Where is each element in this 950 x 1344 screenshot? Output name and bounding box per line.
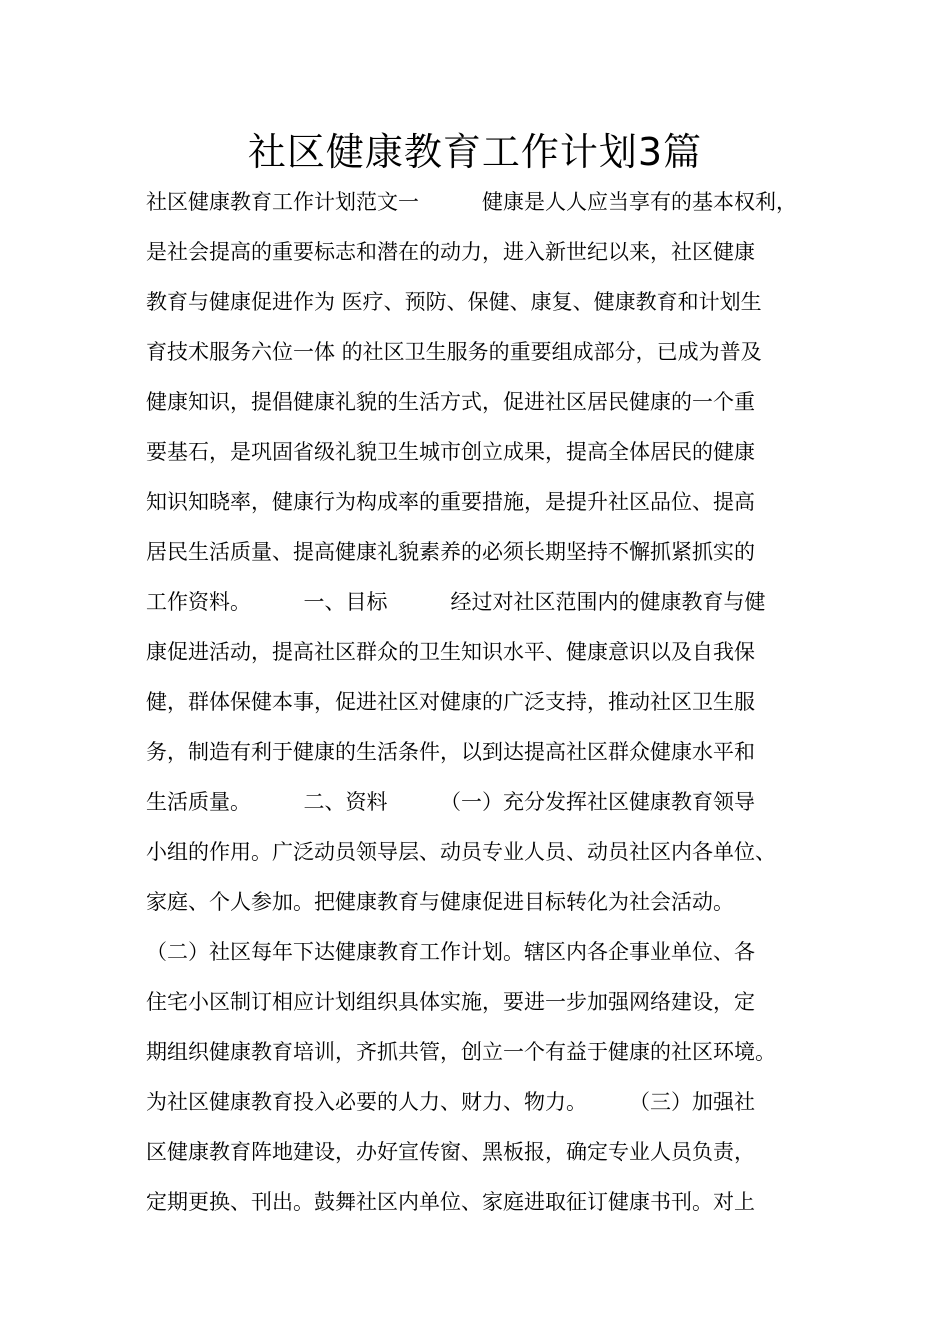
body-line: 是社会提高的重要标志和潜在的动力，进入新世纪以来，社区健康: [146, 240, 755, 264]
body-line: 家庭、个人参加。把健康教育与健康促进目标转化为社会活动。: [146, 890, 734, 914]
body-line: 居民生活质量、提高健康礼貌素养的必须长期坚持不懈抓紧抓实的: [146, 540, 755, 564]
body-line: 工作资料。 一、目标 经过对社区范围内的健康教育与健: [146, 590, 766, 614]
body-line: 小组的作用。广泛动员领导层、动员专业人员、动员社区内各单位、: [146, 840, 776, 864]
body-line: 住宅小区制订相应计划组织具体实施，要进一步加强网络建设，定: [146, 990, 755, 1014]
document-body: [146, 180, 836, 1230]
body-line: 康促进活动，提高社区群众的卫生知识水平、健康意识以及自我保: [146, 640, 755, 664]
body-line: 区健康教育阵地建设，办好宣传窗、黑板报，确定专业人员负责，: [146, 1140, 755, 1164]
body-line: 育技术服务六位一体 的社区卫生服务的重要组成部分，已成为普及: [146, 340, 762, 364]
body-line: 健，群体保健本事，促进社区对健康的广泛支持，推动社区卫生服: [146, 690, 755, 714]
body-line: 为社区健康教育投入必要的人力、财力、物力。 （三）加强社: [146, 1090, 755, 1114]
body-line: 健康知识，提倡健康礼貌的生活方式，促进社区居民健康的一个重: [146, 390, 755, 414]
body-line: （二）社区每年下达健康教育工作计划。辖区内各企事业单位、各: [146, 940, 755, 964]
body-line: 生活质量。 二、资料 （一）充分发挥社区健康教育领导: [146, 790, 755, 814]
body-line: 社区健康教育工作计划范文一 健康是人人应当享有的基本权利，: [146, 190, 797, 214]
body-line: 务，制造有利于健康的生活条件，以到达提高社区群众健康水平和: [146, 740, 755, 764]
body-line: 期组织健康教育培训，齐抓共管，创立一个有益于健康的社区环境。: [146, 1040, 776, 1064]
body-line: 定期更换、刊出。鼓舞社区内单位、家庭进取征订健康书刊。对上: [146, 1190, 755, 1214]
body-line: 要基石，是巩固省级礼貌卫生城市创立成果，提高全体居民的健康: [146, 440, 755, 464]
body-line: 知识知晓率，健康行为构成率的重要措施，是提升社区品位、提高: [146, 490, 755, 514]
document-title: 社区健康教育工作计划3篇: [247, 130, 703, 174]
body-line: 教育与健康促进作为 医疗、预防、保健、康复、健康教育和计划生: [146, 290, 762, 314]
